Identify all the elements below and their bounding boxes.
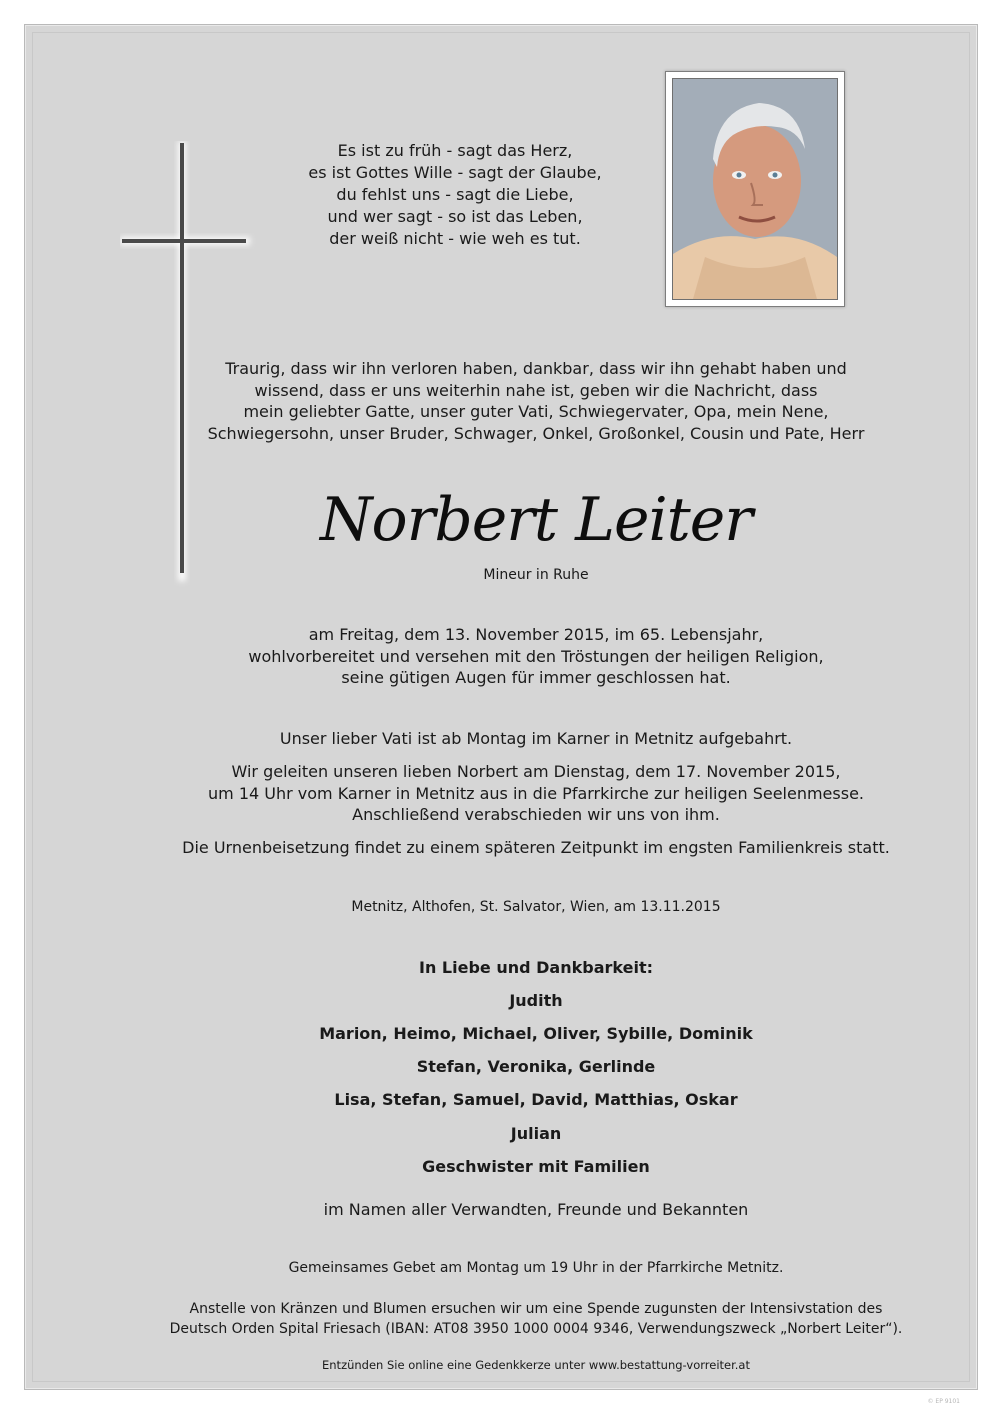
portrait-photo-frame bbox=[665, 71, 845, 307]
portrait-illustration bbox=[673, 79, 837, 299]
mourner-names: Geschwister mit Familien bbox=[422, 1157, 650, 1176]
prayer-notice: Gemeinsames Gebet am Montag um 19 Uhr in der Pfarrkirche Metnitz. bbox=[288, 1260, 784, 1276]
mourner-names: Stefan, Veronika, Gerlinde bbox=[416, 1057, 656, 1076]
candle-notice: Entzünden Sie online eine Gedenkkerze unter www.bestattung-vorreiter.at bbox=[322, 1358, 750, 1372]
farewell-line: um 14 Uhr vom Karner in Metnitz aus in die Pfarrkirche zur heiligen Seelenmesse. bbox=[208, 783, 864, 803]
occupation: Mineur in Ruhe bbox=[483, 567, 589, 583]
verse-line: es ist Gottes Wille - sagt der Glaube, bbox=[308, 163, 602, 182]
farewell-notice bbox=[25, 761, 977, 826]
death-line: wohlvorbereitet und versehen mit den Tröstungen der heiligen Religion, bbox=[248, 646, 824, 666]
verse-line: der weiß nicht - wie weh es tut. bbox=[329, 229, 581, 248]
donation-notice bbox=[25, 1299, 977, 1339]
donation-line: Anstelle von Kränzen und Blumen ersuchen wir um eine Spende zugunsten der Intensivstation des bbox=[189, 1301, 883, 1317]
intro-line: mein geliebter Gatte, unser guter Vati, Schwiegervater, Opa, mein Nene, bbox=[243, 402, 829, 421]
verse-line: und wer sagt - so ist das Leben, bbox=[327, 207, 583, 226]
farewell-line: Anschließend verabschieden wir uns von ihm. bbox=[352, 805, 720, 824]
mourner-names: Marion, Heimo, Michael, Oliver, Sybille, Dominik bbox=[319, 1024, 753, 1043]
death-line: am Freitag, dem 13. November 2015, im 65. Lebensjahr, bbox=[308, 625, 764, 644]
mourners-heading: In Liebe und Dankbarkeit: bbox=[419, 958, 653, 977]
death-line: seine gütigen Augen für immer geschlossen hat. bbox=[341, 668, 731, 687]
laid-out-notice: Unser lieber Vati ist ab Montag im Karner in Metnitz aufgebahrt. bbox=[279, 729, 793, 748]
mourner-names: Julian bbox=[510, 1124, 562, 1143]
verse-line: Es ist zu früh - sagt das Herz, bbox=[337, 141, 573, 160]
deceased-name: Norbert Leiter bbox=[320, 485, 752, 555]
urn-notice: Die Urnenbeisetzung findet zu einem späteren Zeitpunkt im engsten Familienkreis statt. bbox=[182, 838, 890, 857]
corner-mark: © EP 9101 bbox=[927, 1398, 960, 1405]
verse-line: du fehlst uns - sagt die Liebe, bbox=[336, 185, 574, 204]
intro-line: wissend, dass er uns weiterhin nahe ist, geben wir die Nachricht, dass bbox=[254, 380, 818, 400]
donation-line: Deutsch Orden Spital Friesach (IBAN: AT08 3950 1000 0004 9346, Verwendungszweck „Norbert Leiter“). bbox=[169, 1321, 903, 1337]
death-notice bbox=[25, 624, 977, 689]
portrait-photo bbox=[672, 78, 838, 300]
mourner-names: Lisa, Stefan, Samuel, David, Matthias, Oskar bbox=[334, 1090, 738, 1109]
intro-paragraph bbox=[25, 358, 977, 444]
obituary-card bbox=[24, 24, 978, 1390]
intro-line: Traurig, dass wir ihn verloren haben, dankbar, dass wir ihn gehabt haben und bbox=[225, 359, 847, 378]
place-date: Metnitz, Althofen, St. Salvator, Wien, am 13.11.2015 bbox=[351, 899, 721, 915]
intro-line: Schwiegersohn, unser Bruder, Schwager, Onkel, Großonkel, Cousin und Pate, Herr bbox=[207, 423, 865, 443]
mourner-names: Judith bbox=[509, 991, 563, 1010]
farewell-line: Wir geleiten unseren lieben Norbert am Dienstag, dem 17. November 2015, bbox=[231, 762, 841, 781]
mourners-closing: im Namen aller Verwandten, Freunde und Bekannten bbox=[323, 1200, 749, 1219]
